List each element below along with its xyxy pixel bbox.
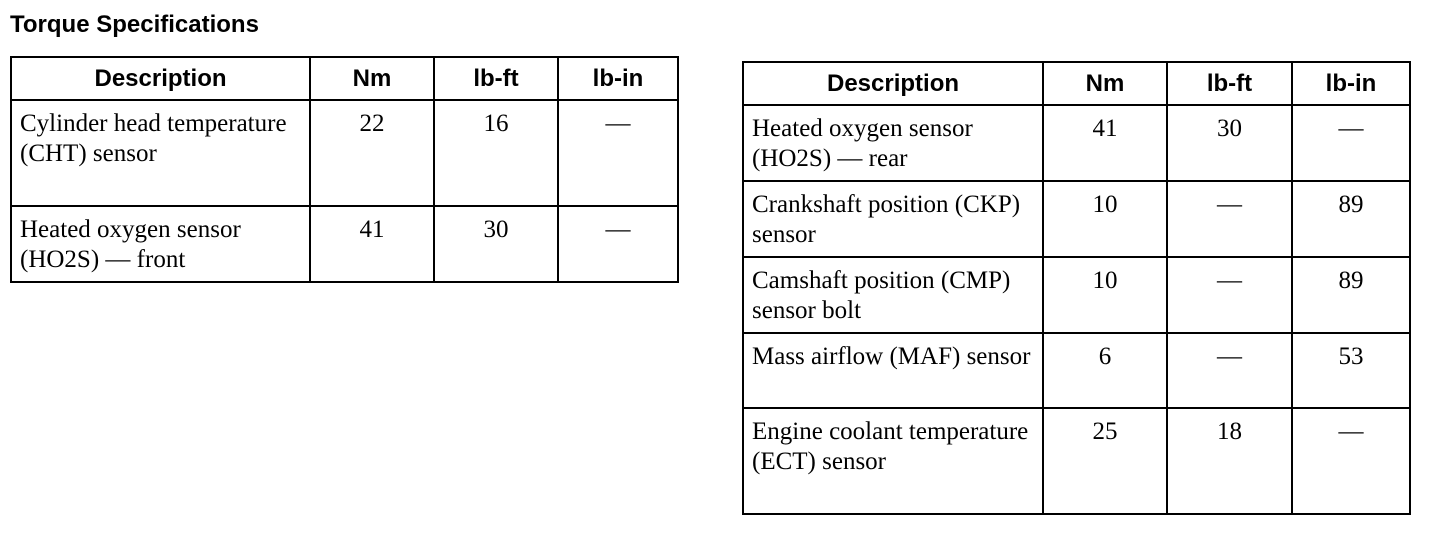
header-lb-ft: lb-ft (1167, 62, 1292, 105)
cell-description: Crankshaft position (CKP) sensor (743, 181, 1043, 257)
cell-lb-in: 89 (1292, 257, 1410, 333)
cell-lb-in: 53 (1292, 333, 1410, 408)
table-row (11, 206, 678, 282)
header-lb-ft: lb-ft (434, 57, 558, 100)
cell-nm: 41 (1043, 105, 1167, 181)
cell-lb-in: — (558, 206, 678, 282)
table-row (743, 257, 1410, 333)
cell-lb-ft: — (1167, 181, 1292, 257)
cell-nm: 6 (1043, 333, 1167, 408)
cell-lb-ft: — (1167, 333, 1292, 408)
table-row (743, 333, 1410, 408)
header-nm: Nm (1043, 62, 1167, 105)
cell-lb-ft: 16 (434, 100, 558, 206)
cell-description: Heated oxygen sensor (HO2S) — rear (743, 105, 1043, 181)
table-header-row (11, 57, 678, 100)
cell-nm: 10 (1043, 257, 1167, 333)
table-header-row (743, 62, 1410, 105)
torque-table-right (742, 61, 1411, 515)
cell-nm: 22 (310, 100, 434, 206)
cell-description: Camshaft position (CMP) sensor bolt (743, 257, 1043, 333)
cell-description: Mass airflow (MAF) sensor (743, 333, 1043, 408)
header-lb-in: lb-in (1292, 62, 1410, 105)
table-row (743, 181, 1410, 257)
table-row (743, 105, 1410, 181)
cell-nm: 10 (1043, 181, 1167, 257)
header-lb-in: lb-in (558, 57, 678, 100)
torque-table-left (10, 56, 679, 283)
header-nm: Nm (310, 57, 434, 100)
cell-lb-in: — (558, 100, 678, 206)
cell-description: Heated oxygen sensor (HO2S) — front (11, 206, 310, 282)
cell-lb-in: — (1292, 105, 1410, 181)
header-description: Description (11, 57, 310, 100)
cell-description: Engine coolant temperature (ECT) sensor (743, 408, 1043, 514)
cell-lb-in: — (1292, 408, 1410, 514)
cell-lb-ft: 30 (434, 206, 558, 282)
cell-nm: 41 (310, 206, 434, 282)
page-title: Torque Specifications (10, 11, 259, 38)
table-row (11, 100, 678, 206)
cell-description: Cylinder head temperature (CHT) sensor (11, 100, 310, 206)
cell-lb-in: 89 (1292, 181, 1410, 257)
cell-lb-ft: — (1167, 257, 1292, 333)
cell-lb-ft: 30 (1167, 105, 1292, 181)
table-row (743, 408, 1410, 514)
cell-lb-ft: 18 (1167, 408, 1292, 514)
header-description: Description (743, 62, 1043, 105)
cell-nm: 25 (1043, 408, 1167, 514)
